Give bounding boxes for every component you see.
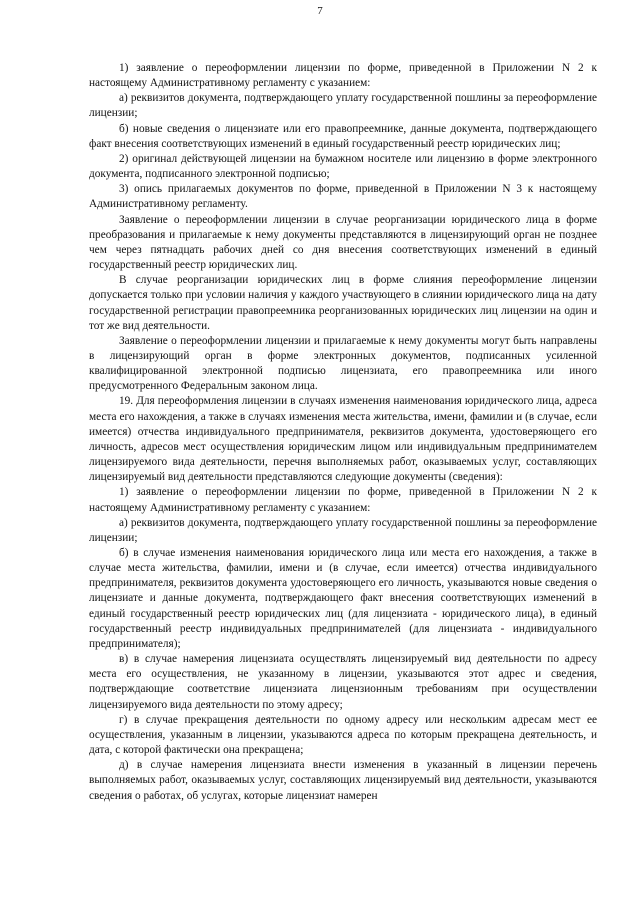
paragraph: а) реквизитов документа, подтверждающего уплату государственной пошлины за переоформление лицензии; (89, 92, 597, 120)
paragraph: а) реквизитов документа, подтверждающего уплату государственной пошлины за переоформление лицензии; (89, 516, 597, 544)
paragraph: 1) заявление о переоформлении лицензии по форме, приведенной в Приложении N 2 к настоящему Административному регламенту с указанием: (89, 62, 597, 90)
paragraph: г) в случае прекращения деятельности по одному адресу или нескольким адресам мест ее осуществления, указанным в лицензии, указываются адреса по которым прекращена деятельность, и дата, с которой фактически она прекращена; (89, 713, 597, 757)
paragraph: 3) опись прилагаемых документов по форме, приведенной в Приложении N 3 к настоящему Административному регламенту. (89, 183, 597, 211)
paragraph: Заявление о переоформлении лицензии в случае реорганизации юридического лица в форме преобразования и прилагаемые к нему документы представляются в лицензирующий орган не позднее чем через пятнадцать рабочих дней со дня внесения соответствующих изменений в единый государственный реестр юридических лиц. (89, 213, 597, 272)
paragraph: 19. Для переоформления лицензии в случаях изменения наименования юридического лица, адреса места его нахождения, а также в случаях изменения места жительства, имени, фамилии и (в случае, если имеется) отчества индивидуального предпринимателя, реквизитов документа, удостоверяющего его личность, адресов мест осуществления юридическим лицом или индивидуальным предпринимателем лицензируемого вида деятельности, перечня выполняемых работ, оказываемых услуг, составляющих лицензируемый вид деятельности представляются следующие документы (сведения): (89, 395, 597, 484)
paragraph: б) в случае изменения наименования юридического лица или места его нахождения, а также в случае места жительства, фамилии, имени и (в случае, если имеется) отчества индивидуального предпринимателя, реквизитов документа удостоверяющего его личность, указываются новые сведения о лицензиате и данные документа, подтверждающего факт внесения соответствующих изменений в единый государственный реестр юридических лиц (для лицензиата - юридического лица), в единый государственный реестр индивидуальных предпринимателей (для лицензиата - индивидуального предпринимателя); (89, 547, 597, 650)
paragraph: в) в случае намерения лицензиата осуществлять лицензируемый вид деятельности по адресу места его осуществления, не указанному в лицензии, указываются этот адрес и сведения, подтверждающие соответствие лицензиата лицензионным требованиям при осуществлении лицензируемого вида деятельности по этому адресу; (89, 653, 597, 711)
paragraph: 1) заявление о переоформлении лицензии по форме, приведенной в Приложении N 2 к настоящему Административному регламенту с указанием: (89, 486, 597, 514)
paragraph: Заявление о переоформлении лицензии и прилагаемые к нему документы могут быть направлены в лицензирующий орган в форме электронных документов, подписанных усиленной квалифицированной электронной подписью лицензиата, его правопреемника или иного предусмотренного Федеральным законом лица. (89, 334, 597, 393)
paragraph: д) в случае намерения лицензиата внести изменения в указанный в лицензии перечень выполняемых работ, оказываемых услуг, составляющих лицензируемый вид деятельности, указываются сведения о работах, об услугах, которые лицензиат намерен (89, 759, 597, 802)
paragraph: 2) оригинал действующей лицензии на бумажном носителе или лицензию в форме электронного документа, подписанного электронной подписью; (89, 152, 597, 181)
page-number: 7 (317, 5, 323, 17)
paragraph: В случае реорганизации юридических лиц в форме слияния переоформление лицензии допускается только при условии наличия у каждого участвующего в слиянии юридического лица на дату государственной регистрации правопреемника реорганизованных юридических лиц лицензии на один и тот же вид деятельности. (89, 274, 597, 332)
paragraph: б) новые сведения о лицензиате или его правопреемнике, данные документа, подтверждающего факт внесения соответствующих изменений в единый государственный реестр юридических лиц; (89, 122, 597, 150)
document-body (89, 61, 597, 804)
